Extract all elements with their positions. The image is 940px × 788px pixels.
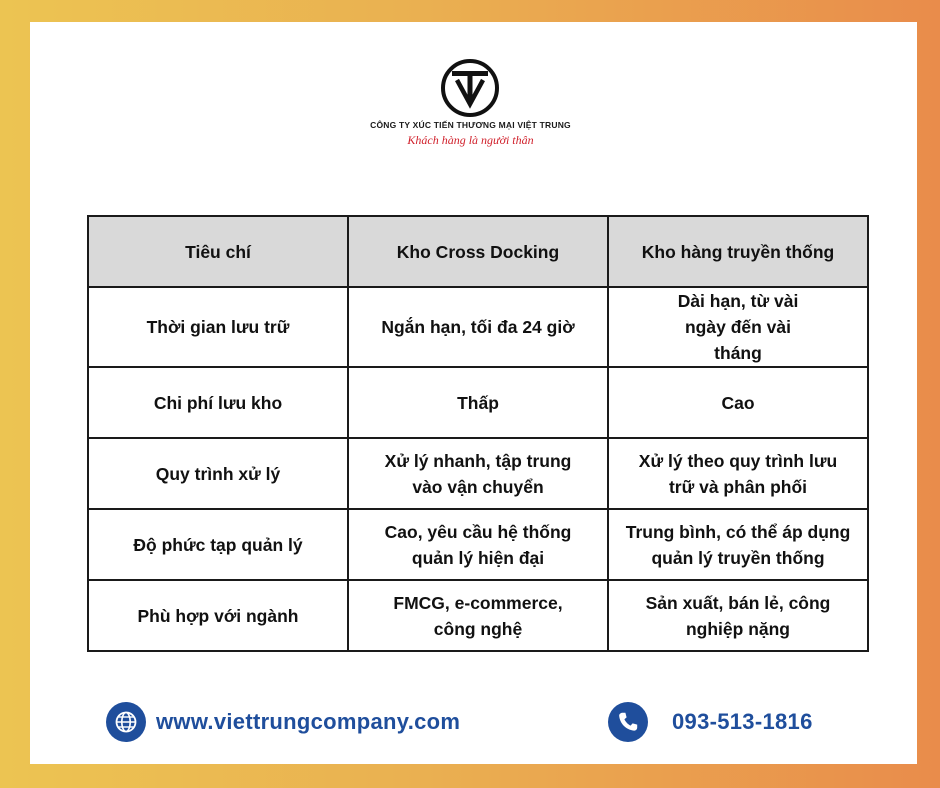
table-header-row (88, 216, 868, 287)
header-cross-docking: Kho Cross Docking (348, 216, 608, 287)
row-cross-docking-cell: Thấp (348, 367, 608, 438)
phone-number[interactable]: 093-513-1816 (672, 709, 813, 734)
header-traditional: Kho hàng truyền thống (608, 216, 868, 287)
comparison-table (87, 215, 869, 652)
row-cross-docking-cell: FMCG, e-commerce, công nghệ (348, 580, 608, 651)
table-row (88, 580, 868, 651)
row-traditional-cell: Trung bình, có thể áp dụng quản lý truyền thống (608, 509, 868, 580)
row-traditional-cell: Dài hạn, từ vài ngày đến vài tháng (608, 287, 868, 367)
row-criteria-cell: Thời gian lưu trữ (88, 287, 348, 367)
globe-icon (106, 702, 146, 742)
website-link[interactable]: www.viettrungcompany.com (156, 709, 461, 734)
row-criteria-cell: Phù hợp với ngành (88, 580, 348, 651)
phone-contact[interactable] (608, 702, 813, 742)
company-slogan: Khách hàng là người thân (407, 133, 534, 147)
table-row (88, 287, 868, 367)
company-name: CÔNG TY XÚC TIẾN THƯƠNG MẠI VIỆT TRUNG (370, 120, 571, 130)
table-row (88, 509, 868, 580)
header-criteria: Tiêu chí (88, 216, 348, 287)
content-card (30, 22, 917, 764)
row-traditional-cell: Xử lý theo quy trình lưu trữ và phân phối (608, 438, 868, 509)
row-cross-docking-cell: Ngắn hạn, tối đa 24 giờ (348, 287, 608, 367)
table-row (88, 438, 868, 509)
row-traditional-cell: Cao (608, 367, 868, 438)
row-criteria-cell: Quy trình xử lý (88, 438, 348, 509)
row-cross-docking-cell: Xử lý nhanh, tập trung vào vận chuyển (348, 438, 608, 509)
row-cross-docking-cell: Cao, yêu cầu hệ thống quản lý hiện đại (348, 509, 608, 580)
row-traditional-cell: Sản xuất, bán lẻ, công nghiệp nặng (608, 580, 868, 651)
table-row (88, 367, 868, 438)
vt-monogram-logo (440, 58, 500, 118)
row-criteria-cell: Độ phức tạp quản lý (88, 509, 348, 580)
phone-icon (608, 702, 648, 742)
row-criteria-cell: Chi phí lưu kho (88, 367, 348, 438)
website-contact[interactable] (106, 702, 460, 742)
